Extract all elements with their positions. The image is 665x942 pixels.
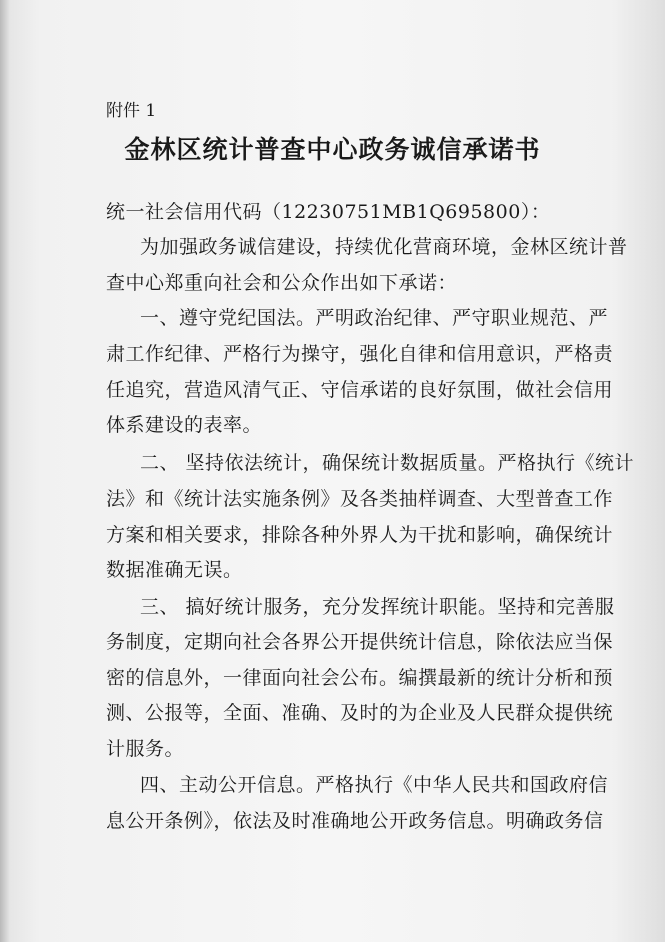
paragraph-line: 任追究，营造风清气正、守信承诺的良好氛围，做社会信用 xyxy=(106,379,614,401)
paragraph-line: 三、 搞好统计服务，充分发挥统计职能。坚持和完善服 xyxy=(140,596,615,618)
paragraph-line: 法》和《统计法实施条例》及各类抽样调查、大型普查工作 xyxy=(106,488,614,510)
credit-code-line: 统一社会信用代码（12230751MB1Q695800）： xyxy=(106,201,551,223)
paragraph-line: 务制度，定期向社会各界公开提供统计信息，除依法应当保 xyxy=(106,631,614,653)
paragraph-line: 体系建设的表率。 xyxy=(106,414,263,436)
paragraph-line: 为加强政务诚信建设，持续优化营商环境，金林区统计普 xyxy=(140,236,628,258)
paragraph-line: 测、公报等，全面、准确、及时的为企业及人民群众提供统 xyxy=(106,702,614,724)
document-title: 金林区统计普查中心政务诚信承诺书 xyxy=(124,135,541,164)
paragraph-line: 数据准确无误。 xyxy=(106,559,243,581)
attachment-label: 附件 1 xyxy=(106,101,157,121)
paragraph-line: 息公开条例》，依法及时准确地公开政务信息。明确政务信 xyxy=(106,810,604,832)
paragraph-line: 一、遵守党纪国法。严明政治纪律、严守职业规范、严 xyxy=(140,307,609,329)
paragraph-line: 计服务。 xyxy=(106,738,185,760)
paragraph-line: 查中心郑重向社会和公众作出如下承诺： xyxy=(106,272,458,294)
paragraph-line: 二、 坚持依法统计，确保统计数据质量。严格执行《统计 xyxy=(140,452,635,474)
paragraph-line: 密的信息外，一律面向社会公布。编撰最新的统计分析和预 xyxy=(106,667,614,689)
paragraph-line: 四、主动公开信息。严格执行《中华人民共和国政府信 xyxy=(140,774,609,796)
paragraph-line: 方案和相关要求，排除各种外界人为干扰和影响，确保统计 xyxy=(106,524,614,546)
paragraph-line: 肃工作纪律、严格行为操守，强化自律和信用意识，严格责 xyxy=(106,343,614,365)
